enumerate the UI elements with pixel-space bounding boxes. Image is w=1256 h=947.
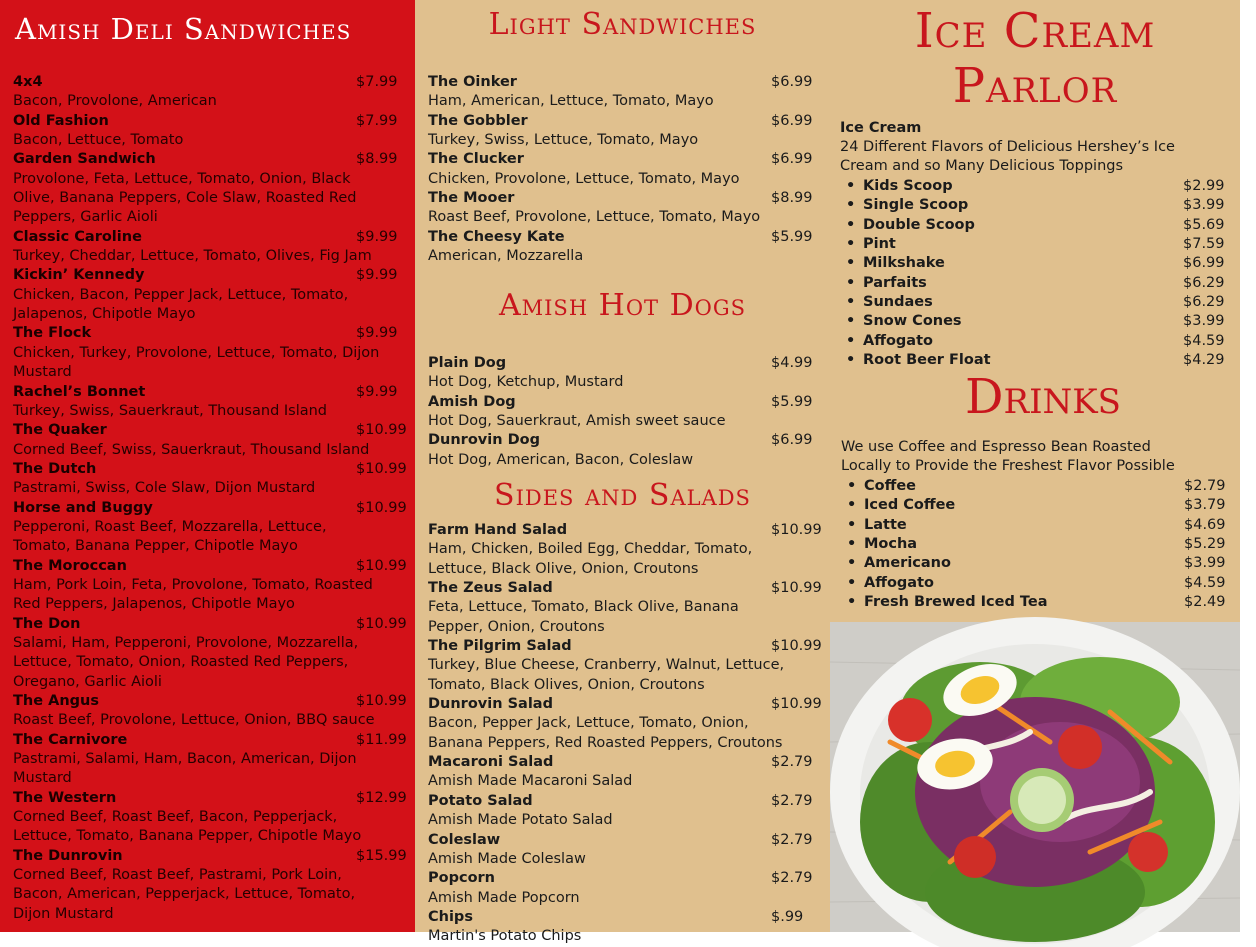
- item-price: $5.99: [771, 228, 813, 245]
- item-name: Coleslaw: [428, 831, 501, 848]
- salad-photo: [830, 622, 1240, 932]
- item-price: $9.99: [356, 228, 398, 245]
- menu-item-pint: [840, 235, 1230, 254]
- item-name: Amish Dog: [428, 393, 516, 410]
- item-name: Milkshake: [863, 255, 945, 272]
- item-name: The Carnivore: [13, 731, 128, 748]
- item-description: Corned Beef, Swiss, Sauerkraut, Thousand Island: [13, 441, 370, 458]
- item-price: $8.99: [356, 151, 398, 168]
- menu-item-mocha: [841, 535, 1231, 554]
- item-price: $6.99: [771, 74, 813, 90]
- drinks-list: [841, 477, 1231, 612]
- item-name: Snow Cones: [863, 313, 962, 330]
- item-name: Parfaits: [863, 274, 927, 291]
- item-price: $6.99: [771, 112, 813, 129]
- item-name: Macaroni Salad: [428, 754, 554, 771]
- menu-item-coleslaw: [428, 831, 813, 870]
- item-description: Turkey, Blue Cheese, Cranberry, Walnut, Lettuce, Tomato, Black Olives, Onion, Croutons: [428, 657, 785, 693]
- item-name: Coffee: [864, 478, 917, 494]
- item-price: $3.99: [1183, 313, 1225, 330]
- item-name: The Cheesy Kate: [428, 228, 565, 245]
- item-description: Pastrami, Salami, Ham, Bacon, American, Dijon Mustard: [13, 751, 357, 787]
- item-description: Pastrami, Swiss, Cole Slaw, Dijon Mustard: [13, 480, 316, 497]
- item-description: Hot Dog, Ketchup, Mustard: [428, 374, 624, 391]
- item-name: Dunrovin Dog: [428, 432, 540, 449]
- item-name: The Mooer: [428, 190, 515, 207]
- light-sandwiches-title: Light Sandwiches: [488, 7, 757, 42]
- item-description: Turkey, Swiss, Lettuce, Tomato, Mayo: [428, 132, 699, 149]
- item-price: $2.79: [771, 870, 813, 887]
- item-name: Kids Scoop: [863, 178, 953, 194]
- menu-item-double-scoop: [840, 216, 1230, 235]
- item-name: The Don: [13, 615, 81, 632]
- deli-sandwiches-panel: [0, 0, 415, 932]
- item-description: Ham, Pork Loin, Feta, Provolone, Tomato, Roasted Red Peppers, Jalapenos, Chipotle Mayo: [13, 576, 373, 613]
- item-name: The Clucker: [428, 151, 524, 168]
- item-description: Chicken, Bacon, Pepper Jack, Lettuce, Tomato, Jalapenos, Chipotle Mayo: [13, 286, 349, 323]
- menu-item-the-clucker: [428, 150, 813, 189]
- item-description: Feta, Lettuce, Tomato, Black Olive, Banana Pepper, Onion, Croutons: [428, 599, 739, 635]
- item-price: $10.99: [771, 696, 822, 713]
- menu-item-the-oinker: [428, 73, 813, 112]
- menu-item-the-gobbler: [428, 112, 813, 151]
- item-price: $5.69: [1183, 216, 1225, 233]
- menu-item-kids-scoop: [840, 177, 1230, 196]
- menu-item-rachel-s-bonnet: [13, 383, 398, 422]
- item-name: The Moroccan: [13, 557, 127, 574]
- menu-item-popcorn: [428, 869, 813, 908]
- item-description: American, Mozzarella: [428, 248, 584, 265]
- item-price: $2.99: [1183, 178, 1225, 194]
- menu-item-milkshake: [840, 254, 1230, 273]
- item-name: The Western: [13, 789, 117, 806]
- item-name: The Zeus Salad: [428, 580, 553, 597]
- item-description: Salami, Ham, Pepperoni, Provolone, Mozzarella, Lettuce, Tomato, Onion, Roasted Red Peppers, Oregano, Garlic Aioli: [13, 634, 359, 690]
- item-description: Bacon, Pepper Jack, Lettuce, Tomato, Onion, Banana Peppers, Red Roasted Peppers, Croutons: [428, 715, 783, 751]
- sides-salads-title: Sides and Salads: [494, 478, 751, 513]
- item-price: $4.59: [1184, 574, 1226, 591]
- item-name: Plain Dog: [428, 355, 507, 371]
- menu-item-the-flock: [13, 324, 398, 382]
- item-name: Old Fashion: [13, 112, 109, 129]
- item-description: Roast Beef, Provolone, Lettuce, Onion, BBQ sauce: [13, 712, 375, 729]
- ice-cream-list: [840, 177, 1230, 370]
- item-price: $7.99: [356, 74, 398, 90]
- item-name: The Pilgrim Salad: [428, 638, 572, 655]
- item-description: Amish Made Coleslaw: [428, 850, 586, 867]
- item-name: Classic Caroline: [13, 228, 142, 245]
- ice-cream-heading: Ice Cream: [840, 120, 922, 136]
- item-price: $5.29: [1184, 536, 1226, 553]
- ice-cream-intro: 24 Different Flavors of Delicious Hershey’s Ice Cream and so Many Delicious Toppings: [840, 139, 1175, 175]
- item-price: $5.99: [771, 393, 813, 410]
- item-price: $10.99: [356, 499, 407, 516]
- menu-item-the-pilgrim-salad: [428, 637, 822, 695]
- ice-cream-drinks-panel: [830, 0, 1240, 932]
- item-name: Garden Sandwich: [13, 151, 156, 168]
- menu-item-sundaes: [840, 293, 1230, 312]
- item-description: Provolone, Feta, Lettuce, Tomato, Onion, Black Olive, Banana Peppers, Cole Slaw, Roasted Red Peppers, Garlic Aioli: [13, 170, 357, 226]
- item-name: Chips: [428, 908, 473, 925]
- deli-sandwiches-title: Amish Deli Sandwiches: [15, 12, 352, 46]
- item-price: $6.99: [771, 432, 813, 449]
- item-name: 4x4: [13, 74, 43, 90]
- menu-item-macaroni-salad: [428, 753, 813, 792]
- menu-item-the-dutch: [13, 460, 407, 499]
- item-price: $4.59: [1183, 332, 1225, 349]
- item-name: The Flock: [13, 325, 92, 342]
- hot-dog-list: [428, 354, 813, 470]
- item-price: $2.79: [771, 754, 813, 771]
- item-price: $9.99: [356, 325, 398, 342]
- menu-item-iced-coffee: [841, 496, 1231, 515]
- menu-item-root-beer-float: [840, 351, 1230, 370]
- menu-item-parfaits: [840, 274, 1230, 293]
- menu-item-snow-cones: [840, 312, 1230, 331]
- menu-item-classic-caroline: [13, 228, 398, 267]
- item-description: Amish Made Potato Salad: [428, 812, 613, 829]
- menu-item-amish-dog: [428, 393, 813, 432]
- item-name: Mocha: [864, 536, 918, 553]
- menu-item-the-cheesy-kate: [428, 228, 813, 267]
- item-description: Turkey, Swiss, Sauerkraut, Thousand Island: [13, 402, 328, 419]
- menu-item-the-angus: [13, 692, 407, 731]
- parlor-title-line1: Ice Cream: [914, 3, 1156, 59]
- item-description: Corned Beef, Roast Beef, Pastrami, Pork Loin, Bacon, American, Pepperjack, Lettuce, Tomato, Dijon Mustard: [13, 867, 356, 922]
- item-description: Corned Beef, Roast Beef, Bacon, Pepperjack, Lettuce, Tomato, Banana Pepper, Chipotle Mayo: [13, 809, 362, 845]
- item-description: Roast Beef, Provolone, Lettuce, Tomato, Mayo: [428, 209, 761, 226]
- item-price: $3.99: [1184, 555, 1226, 572]
- item-price: $10.99: [771, 638, 822, 655]
- item-price: $10.99: [356, 615, 407, 632]
- item-name: Americano: [864, 555, 951, 572]
- menu-item-horse-and-buggy: [13, 499, 407, 557]
- menu-item-old-fashion: [13, 112, 398, 151]
- item-price: $6.29: [1183, 294, 1225, 311]
- item-name: Popcorn: [428, 870, 495, 887]
- menu-item-coffee: [841, 477, 1231, 496]
- item-price: $10.99: [356, 693, 407, 709]
- parlor-title-line2: Parlor: [952, 58, 1118, 114]
- item-price: $2.79: [1184, 478, 1226, 494]
- item-name: Affogato: [864, 574, 934, 591]
- item-description: Martin's Potato Chips: [428, 928, 582, 945]
- item-price: $3.99: [1183, 197, 1225, 214]
- menu-item-4x4: [13, 73, 398, 112]
- item-price: $9.99: [356, 383, 398, 400]
- menu-item-the-mooer: [428, 189, 813, 228]
- item-name: Pint: [863, 236, 896, 253]
- item-name: The Dutch: [13, 460, 97, 477]
- item-description: Pepperoni, Roast Beef, Mozzarella, Lettuce, Tomato, Banana Pepper, Chipotle Mayo: [13, 518, 327, 555]
- item-name: Iced Coffee: [864, 497, 956, 514]
- drinks-intro: We use Coffee and Espresso Bean Roasted Locally to Provide the Freshest Flavor Possible: [841, 439, 1175, 475]
- item-price: $10.99: [356, 460, 407, 477]
- item-description: Bacon, Lettuce, Tomato: [13, 132, 184, 149]
- light-sandwich-list: [428, 73, 813, 266]
- menu-item-the-moroccan: [13, 557, 407, 615]
- item-price: $11.99: [356, 731, 407, 748]
- item-name: Root Beer Float: [863, 352, 991, 369]
- item-description: Chicken, Turkey, Provolone, Lettuce, Tomato, Dijon Mustard: [13, 344, 380, 381]
- item-description: Bacon, Provolone, American: [13, 93, 217, 110]
- menu-item-plain-dog: [428, 354, 813, 393]
- item-price: $12.99: [356, 789, 407, 806]
- hot-dogs-title: Amish Hot Dogs: [498, 288, 747, 323]
- item-price: $7.99: [356, 112, 398, 129]
- item-price: $9.99: [356, 267, 398, 284]
- item-price: $6.99: [1183, 255, 1225, 272]
- item-description: Turkey, Cheddar, Lettuce, Tomato, Olives, Fig Jam: [13, 248, 372, 265]
- item-price: $10.99: [356, 422, 407, 439]
- drinks-title: Drinks: [965, 369, 1121, 425]
- item-price: $.99: [771, 908, 804, 925]
- menu-item-dunrovin-dog: [428, 431, 813, 470]
- menu-item-chips: [428, 908, 804, 947]
- item-price: $4.69: [1184, 516, 1226, 533]
- item-price: $4.29: [1183, 352, 1225, 369]
- menu-item-the-western: [13, 789, 407, 847]
- item-price: $2.79: [771, 792, 813, 809]
- item-name: Potato Salad: [428, 792, 533, 809]
- item-name: Kickin’ Kennedy: [13, 267, 145, 284]
- sides-salads-list: [428, 521, 822, 947]
- menu-item-latte: [841, 516, 1231, 535]
- item-description: Hot Dog, American, Bacon, Coleslaw: [428, 451, 694, 468]
- item-price: $8.99: [771, 190, 813, 207]
- menu-item-americano: [841, 554, 1231, 573]
- menu-item-the-zeus-salad: [428, 579, 822, 637]
- item-description: Ham, American, Lettuce, Tomato, Mayo: [428, 93, 714, 110]
- item-name: Dunrovin Salad: [428, 696, 553, 713]
- item-name: Double Scoop: [863, 216, 975, 233]
- menu-item-kickin-kennedy: [13, 266, 398, 324]
- menu-item-dunrovin-salad: [428, 695, 822, 753]
- item-price: $4.99: [771, 355, 813, 371]
- menu-item-the-don: [13, 615, 407, 692]
- menu-item-potato-salad: [428, 792, 813, 831]
- deli-sandwich-list: [13, 73, 407, 924]
- menu-item-the-quaker: [13, 421, 407, 460]
- menu-item-single-scoop: [840, 196, 1230, 215]
- item-name: Sundaes: [863, 294, 933, 311]
- item-price: $7.59: [1183, 236, 1225, 253]
- menu-item-fresh-brewed-iced-tea: [841, 593, 1231, 612]
- item-description: Amish Made Macaroni Salad: [428, 773, 633, 790]
- item-price: $3.79: [1184, 497, 1226, 514]
- middle-panel: [415, 0, 830, 945]
- menu-item-farm-hand-salad: [428, 521, 822, 579]
- item-name: Horse and Buggy: [13, 499, 153, 516]
- item-price: $10.99: [356, 557, 407, 574]
- menu-item-garden-sandwich: [13, 150, 398, 227]
- ice-cream-parlor-title: [830, 4, 1240, 114]
- item-name: Single Scoop: [863, 197, 969, 214]
- menu-item-affogato: [841, 574, 1231, 593]
- item-name: The Oinker: [428, 74, 517, 90]
- item-description: Chicken, Provolone, Lettuce, Tomato, Mayo: [428, 170, 740, 187]
- item-price: $10.99: [771, 580, 822, 597]
- item-price: $10.99: [771, 522, 822, 538]
- item-name: Fresh Brewed Iced Tea: [864, 594, 1048, 611]
- item-name: Affogato: [863, 332, 933, 349]
- item-price: $6.29: [1183, 274, 1225, 291]
- item-name: The Gobbler: [428, 112, 528, 129]
- menu-item-the-carnivore: [13, 731, 407, 789]
- item-name: Farm Hand Salad: [428, 522, 568, 538]
- item-description: Hot Dog, Sauerkraut, Amish sweet sauce: [428, 413, 726, 430]
- item-name: The Dunrovin: [13, 847, 123, 864]
- item-name: The Angus: [13, 693, 99, 709]
- item-price: $2.79: [771, 831, 813, 848]
- menu-item-the-dunrovin: [13, 847, 407, 924]
- item-description: Ham, Chicken, Boiled Egg, Cheddar, Tomato, Lettuce, Black Olive, Onion, Croutons: [428, 541, 753, 577]
- item-name: Latte: [864, 516, 907, 533]
- menu-item-affogato: [840, 332, 1230, 351]
- item-description: Amish Made Popcorn: [428, 889, 580, 906]
- item-name: The Quaker: [13, 422, 107, 439]
- item-price: $6.99: [771, 151, 813, 168]
- item-name: Rachel’s Bonnet: [13, 383, 146, 400]
- item-price: $2.49: [1184, 594, 1226, 611]
- item-price: $15.99: [356, 847, 407, 864]
